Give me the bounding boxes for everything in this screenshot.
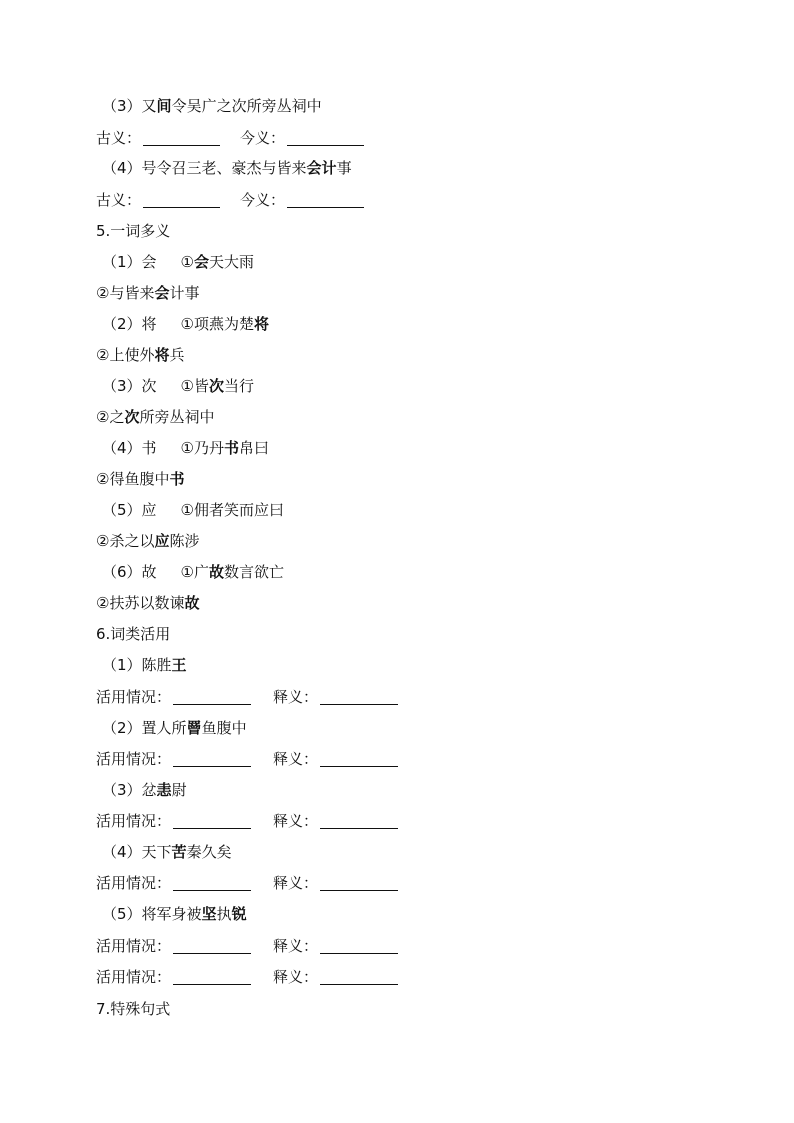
polysemy-item: （3）次 ①皆次当行: [102, 377, 255, 395]
usage-row: 活用情况： 释义：: [96, 749, 398, 769]
question-4-sentence: （4）号令召三老、豪杰与皆来会计事: [102, 159, 352, 177]
answer-blank[interactable]: [320, 814, 398, 829]
answer-blank[interactable]: [173, 814, 251, 829]
polysemy-example: ②杀之以应陈涉: [96, 532, 200, 550]
meaning-row: 古义： 今义：: [96, 190, 364, 210]
answer-blank[interactable]: [173, 970, 251, 985]
polysemy-item: （2）将 ①项燕为楚将: [102, 315, 270, 333]
answer-blank[interactable]: [143, 193, 220, 208]
usage-row: 活用情况： 释义：: [96, 936, 398, 956]
answer-blank[interactable]: [173, 876, 251, 891]
conversion-item: （3）忿恚尉: [102, 781, 187, 799]
answer-blank[interactable]: [320, 939, 398, 954]
polysemy-item: （6）故 ①广故数言欲亡: [102, 563, 285, 581]
answer-blank[interactable]: [173, 939, 251, 954]
answer-blank[interactable]: [287, 193, 364, 208]
usage-row: 活用情况： 释义：: [96, 687, 398, 707]
answer-blank[interactable]: [320, 690, 398, 705]
answer-blank[interactable]: [173, 752, 251, 767]
polysemy-example: ②扶苏以数谏故: [96, 594, 200, 612]
answer-blank[interactable]: [320, 752, 398, 767]
section-heading: 5.一词多义: [96, 222, 171, 240]
answer-blank[interactable]: [143, 131, 220, 146]
polysemy-item: （4）书 ①乃丹书帛曰: [102, 439, 270, 457]
polysemy-example: ②与皆来会计事: [96, 284, 200, 302]
polysemy-example: ②得鱼腹中书: [96, 470, 185, 488]
polysemy-example: ②上使外将兵: [96, 346, 185, 364]
section-heading: 7.特殊句式: [96, 1000, 171, 1018]
emphasized-word: 会计: [306, 159, 337, 177]
conversion-item: （5）将军身被坚执锐: [102, 905, 247, 923]
polysemy-example: ②之次所旁丛祠中: [96, 408, 215, 426]
conversion-item: （1）陈胜王: [102, 656, 187, 674]
answer-blank[interactable]: [320, 970, 398, 985]
answer-blank[interactable]: [287, 131, 364, 146]
question-3-sentence: （3）又间令吴广之次所旁丛祠中: [102, 97, 322, 115]
conversion-item: （4）天下苦秦久矣: [102, 843, 232, 861]
polysemy-item: （1）会 ①会天大雨: [102, 253, 255, 271]
answer-blank[interactable]: [173, 690, 251, 705]
usage-row: 活用情况： 释义：: [96, 811, 398, 831]
usage-row: 活用情况： 释义：: [96, 873, 398, 893]
polysemy-item: （5）应 ①佣者笑而应曰: [102, 501, 284, 519]
meaning-row: 古义： 今义：: [96, 128, 364, 148]
answer-blank[interactable]: [320, 876, 398, 891]
section-heading: 6.词类活用: [96, 625, 171, 643]
usage-row: 活用情况： 释义：: [96, 967, 398, 987]
emphasized-word: 间: [156, 97, 172, 115]
conversion-item: （2）置人所罾鱼腹中: [102, 719, 247, 737]
